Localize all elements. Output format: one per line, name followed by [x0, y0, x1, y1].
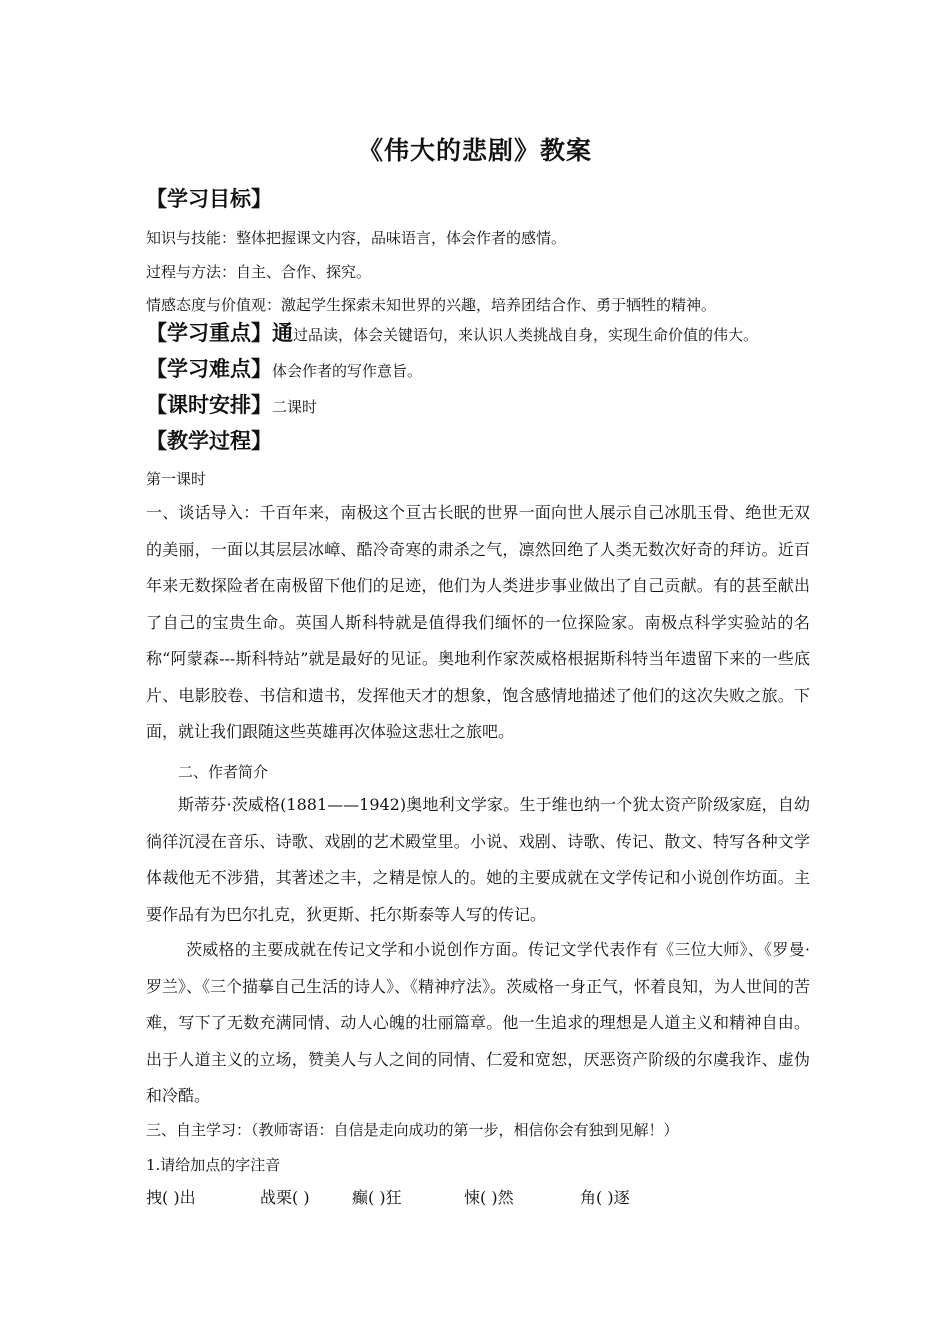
self-study-line: 三、自主学习：（教师寄语：自信是走向成功的第一步，相信你会有独到见解！） [146, 1121, 679, 1139]
objective-item: 情感态度与价值观：激起学生探索未知世界的兴趣，培养团结合作、勇于牺牲的精神。 [146, 296, 717, 314]
objective-item: 知识与技能：整体把握课文内容，品味语言，体会作者的感情。 [146, 229, 567, 247]
author-paragraph-1: 斯蒂芬·茨威格(1881——1942)奥地利文学家。生于维也纳一个犹太资产阶级家庭，自幼徜徉沉浸在音乐、诗歌、戏剧的艺术殿堂里。小说、戏剧、诗歌、传记、散文、特写各种文学体裁他无不涉猎，其著述之丰，之精是惊人的。她的主要成就在文学传记和小说创作坊面。主要作品有为巴尔扎克，狄更斯、托尔斯泰等人写的传记。 [146, 795, 810, 924]
objectives-heading: 【学习目标】 [146, 187, 272, 211]
pinyin-item: 悚( )然 [464, 1188, 514, 1207]
key-point-heading: 【学习重点】 [146, 321, 272, 345]
pinyin-item: 战栗( ) [260, 1188, 310, 1207]
author-heading: 二、作者简介 [178, 763, 269, 781]
key-point-section [146, 320, 806, 345]
objectives-section [146, 189, 806, 211]
author-paragraph-2: 茨威格的主要成就在传记文学和小说创作方面。传记文学代表作有《三位大师》、《罗曼·罗兰》、《三个描摹自己生活的诗人》、《精神疗法》。茨威格一身正气，怀着良知，为人世间的苦难，写下了无数充满同情、动人心魄的壮丽篇章。他一生追求的理想是人道主义和精神自由。出于人道主义的立场，赞美人与人之间的同情、仁爱和宽恕，厌恶资产阶级的尔虞我诈、虚伪和冷酷。 [146, 940, 811, 1105]
difficulty-text: 体会作者的写作意旨。 [272, 362, 423, 380]
schedule-section [146, 395, 806, 417]
difficulty-heading: 【学习难点】 [146, 357, 272, 381]
objective-item: 过程与方法：自主、合作、探究。 [146, 263, 372, 281]
schedule-text: 二课时 [272, 398, 318, 416]
schedule-heading: 【课时安排】 [146, 393, 272, 417]
intro-paragraph: 一、谈话导入：千百年来，南极这个亘古长眠的世界一面向世人展示自己冰肌玉骨、绝世无双的美丽，一面以其层层冰嶂、酷冷奇寒的肃杀之气，凛然回绝了人类无数次好奇的拜访。近百年来无数探险者在南极留下他们的足迹，他们为人类进步事业做出了自己贡献。有的甚至献出了自己的宝贵生命。英国人斯科特就是值得我们缅怀的一位探险家。南极点科学实验站的名称“阿蒙森---斯科特站”就是最好的见证。奥地利作家茨威格根据斯科特当年遗留下来的一些底片、电影胶卷、书信和遗书，发挥他天才的想象，饱含感情地描述了他们的这次失败之旅。下面，就让我们跟随这些英雄再次体验这悲壮之旅吧。 [146, 503, 810, 741]
page-title: 《伟大的悲剧》教案 [357, 136, 592, 165]
process-heading: 【教学过程】 [146, 429, 272, 453]
pinyin-item: 癫( )狂 [352, 1188, 402, 1207]
difficulty-section [146, 359, 806, 381]
question-1: 1.请给加点的字注音 [146, 1156, 281, 1174]
pinyin-item: 拽( )出 [146, 1188, 196, 1207]
key-point-big-char: 通 [272, 320, 293, 345]
lesson-label: 第一课时 [146, 470, 207, 488]
key-point-text: 过品读，体会关键语句，来认识人类挑战自身，实现生命价值的伟大。 [293, 326, 759, 344]
process-section [146, 431, 806, 453]
pinyin-item: 角( )逐 [580, 1188, 630, 1207]
